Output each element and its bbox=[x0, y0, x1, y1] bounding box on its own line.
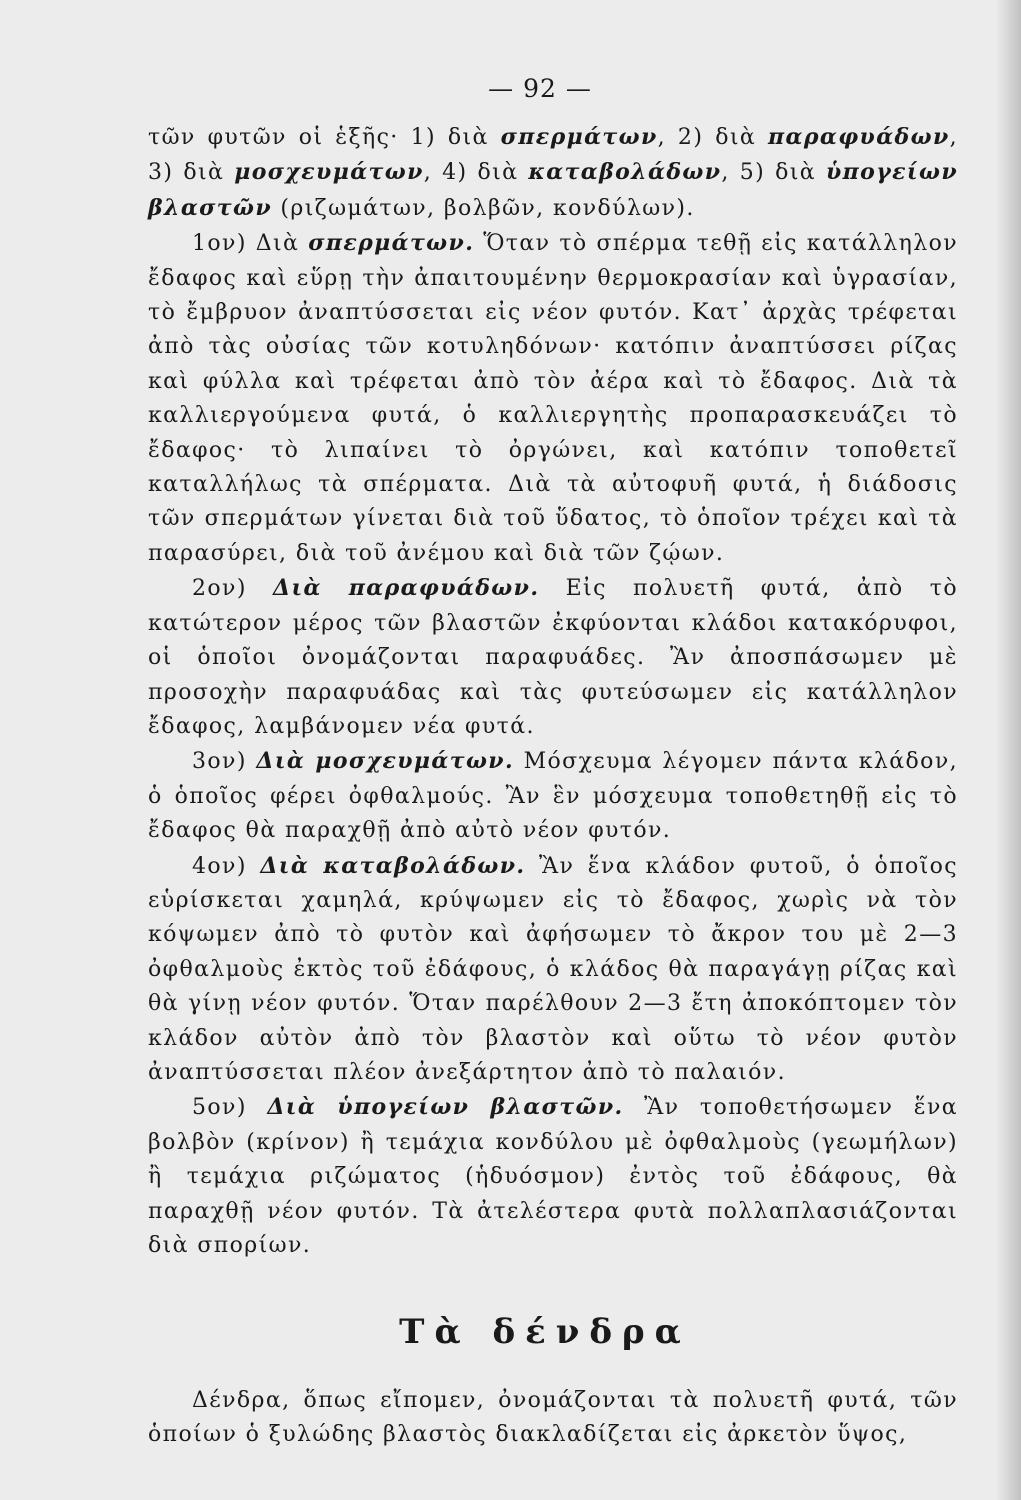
keyword-suckers: παραφυάδων bbox=[768, 124, 950, 150]
trees-paragraph: Δένδρα, ὅπως εἴπομεν, ὀνομάζονται τὰ πολυετῆ φυτά, τῶν ὁποίων ὁ ξυλώδης βλαστὸς διακλαδίζεται εἰς ἀρκετὸν ὕψος, bbox=[148, 1388, 958, 1448]
section-underground-stems bbox=[148, 1090, 958, 1263]
keyword-seeds: σπερμάτων bbox=[500, 124, 658, 150]
section-body: Εἰς πολυετῆ φυτά, ἀπὸ τὸ κατώτερον μέρος τῶν βλαστῶν ἐκφύονται κλάδοι κατακόρυφοι, οἱ ὁποῖοι ὀνομάζονται παραφυάδες. Ἂν ἀποσπάσωμεν μὲ προσοχὴν παραφυάδας καὶ τὰς φυτεύσωμεν εἰς κατάλληλον ἔδαφος, λαμβάνομεν νέα φυτά. bbox=[148, 576, 958, 739]
section-title: Διὰ καταβολάδων. bbox=[260, 852, 526, 879]
page-number: — 92 — bbox=[488, 74, 592, 103]
section-cuttings bbox=[148, 744, 958, 848]
section-layers bbox=[148, 849, 958, 1091]
section-body: Ἂν τοποθετήσωμεν ἕνα βολβὸν (κρίνον) ἢ τεμάχια κονδύλου μὲ ὀφθαλμοὺς (γεωμήλων) ἢ τεμάχια ριζώματος (ἡδυόσμον) ἐντὸς τοῦ ἐδάφους, θὰ παραχθῇ νέον φυτόν. Τὰ ἀτελέστερα φυτὰ πολλαπλασιάζονται διὰ σπορίων. bbox=[148, 1095, 958, 1258]
section-body: Ὅταν τὸ σπέρμα τεθῇ εἰς κατάλληλον ἔδαφος καὶ εὕρῃ τὴν ἀπαιτουμένην θερμοκρασίαν καὶ ὑγρασίαν, τὸ ἔμβρυον ἀναπτύσσεται εἰς νέον φυτόν. Κατ᾽ ἀρχὰς τρέφεται ἀπὸ τὰς οὐσίας τῶν κοτυληδόνων· κατόπιν ἀναπτύσσει ρίζας καὶ φύλλα καὶ τρέφεται ἀπὸ τὸν ἀέρα καὶ τὸ ἔδαφος. Διὰ τὰ καλλιεργούμενα φυτά, ὁ καλλιεργητὴς προπαρασκευάζει τὸ ἔδαφος· τὸ λιπαίνει τὸ ὀργώνει, καὶ κατόπιν τοποθετεῖ καταλλήλως τὰ σπέρματα. Διὰ τὰ αὐτοφυῆ φυτά, ἡ διάδοσις τῶν σπερμάτων γίνεται διὰ τοῦ ὕδατος, τὸ ὁποῖον τρέχει καὶ τὰ παρασύρει, διὰ τοῦ ἀνέμου καὶ διὰ τῶν ζῴων. bbox=[148, 231, 958, 566]
section-number: 3ον) bbox=[192, 749, 257, 775]
section-body: Ἂν ἕνα κλάδον φυτοῦ, ὁ ὁποῖος εὑρίσκεται χαμηλά, κρύψωμεν εἰς τὸ ἔδαφος, χωρὶς νὰ τὸν κόψωμεν ἀπὸ τὸ φυτὸν καὶ ἀφήσωμεν τὸ ἄκρον του μὲ 2—3 ὀφθαλμοὺς ἐκτὸς τοῦ ἐδάφους, ὁ κλάδος θὰ παραγάγῃ ρίζας καὶ θὰ γίνῃ νέον φυτόν. Ὅταν παρέλθουν 2—3 ἔτη ἀποκόπτομεν τὸν κλάδον αὐτὸν ἀπὸ τὸν βλαστὸν καὶ οὕτω τὸ νέον φυτὸν ἀναπτύσσεται πλέον ἀνεξάρτητον ἀπὸ τὸ παλαιόν. bbox=[148, 853, 958, 1085]
intro-paragraph bbox=[148, 120, 958, 226]
page-edge-shadow bbox=[995, 0, 1021, 1500]
section-number: 2ον) bbox=[192, 576, 274, 602]
section-body: Μόσχευμα λέγομεν πάντα κλάδον, ὁ ὁποῖος φέρει ὀφθαλμούς. Ἂν ἓν μόσχευμα τοποθετηθῇ εἰς τὸ ἔδαφος θὰ παραχθῇ ἀπὸ αὐτὸ νέον φυτόν. bbox=[148, 749, 958, 844]
section-number: 5ον) bbox=[192, 1095, 268, 1121]
intro-text: , 2) διὰ bbox=[657, 125, 769, 150]
section-number: 1ον) Διὰ bbox=[192, 231, 309, 257]
section-heading: Τὰ δένδρα bbox=[399, 1312, 691, 1352]
intro-text: , 5) διὰ bbox=[721, 160, 826, 186]
section-number: 4ον) bbox=[192, 853, 261, 879]
section-title: Διὰ μοσχευμάτων. bbox=[256, 748, 515, 775]
section-title: Διὰ ὑπογείων βλαστῶν. bbox=[267, 1094, 624, 1121]
section-seeds bbox=[148, 226, 958, 571]
intro-text: (ριζωμάτων, βολβῶν, κονδύλων). bbox=[272, 195, 695, 221]
section-suckers bbox=[148, 571, 958, 744]
keyword-cuttings: μοσχευμάτων bbox=[234, 159, 424, 186]
section-title: σπερμάτων. bbox=[308, 230, 475, 257]
section-title: Διὰ παραφυάδων. bbox=[273, 575, 540, 602]
trees-text bbox=[148, 1384, 958, 1453]
main-text bbox=[148, 120, 958, 1263]
keyword-layers: καταβολάδων bbox=[528, 159, 722, 186]
keyword-underground-stems: ὑπογείων βλαστῶν bbox=[148, 159, 958, 221]
intro-text: , 3) διὰ bbox=[148, 125, 959, 186]
intro-text: , 4) διὰ bbox=[423, 160, 529, 186]
intro-text: τῶν φυτῶν οἱ ἑξῆς· 1) διὰ bbox=[148, 125, 501, 150]
